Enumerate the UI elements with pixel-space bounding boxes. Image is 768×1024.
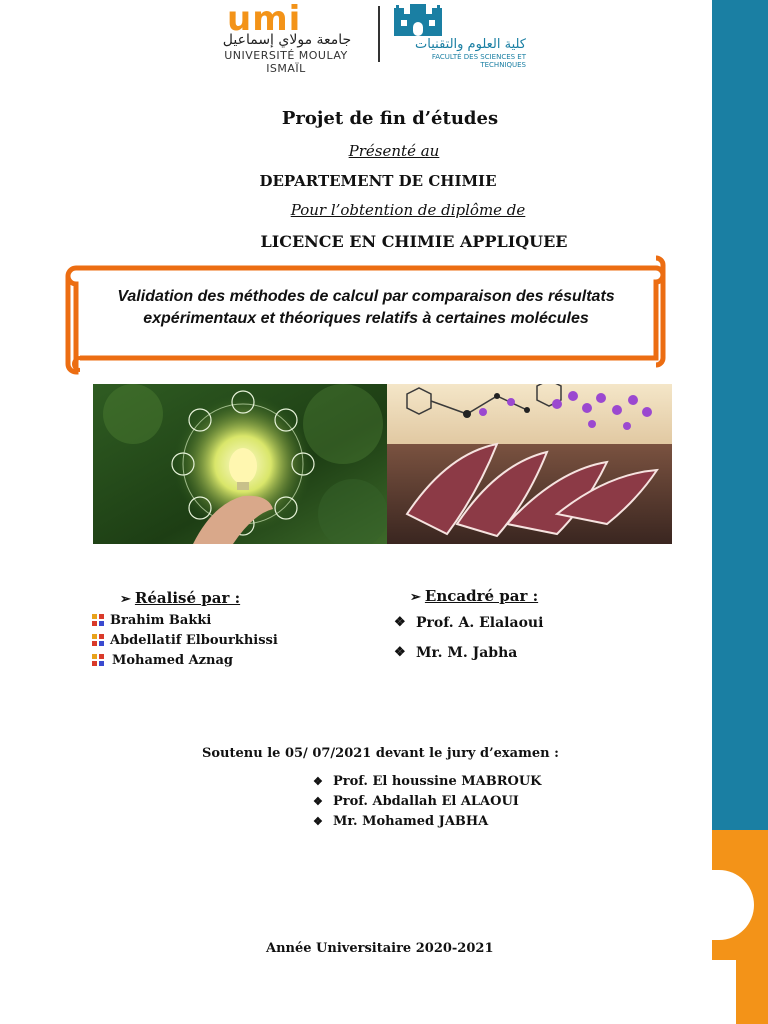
student-list xyxy=(92,610,278,670)
student-name: Brahim Bakki xyxy=(110,612,212,628)
four-diamond-bullet-icon: ❖ xyxy=(394,645,406,660)
four-diamond-bullet-icon: ❖ xyxy=(313,814,323,828)
four-diamond-bullet-icon: ❖ xyxy=(313,794,323,808)
umi-arabic-name: جامعة مولاي إسماعيل xyxy=(222,32,352,48)
fst-logo xyxy=(388,2,530,69)
logo-divider xyxy=(378,6,380,62)
arrowhead-bullet-icon: ➢ xyxy=(410,590,421,605)
green-energy-illustration xyxy=(93,384,387,544)
molecular-surface-photo xyxy=(387,384,672,544)
realise-heading xyxy=(120,589,240,607)
list-item xyxy=(313,771,541,791)
list-item xyxy=(394,615,543,645)
four-diamond-bullet-icon: ❖ xyxy=(394,615,406,630)
list-item xyxy=(313,791,541,811)
molecular-surface-illustration xyxy=(387,384,672,544)
fst-arabic-name: كلية العلوم والتقنيات xyxy=(415,37,526,52)
colored-plus-bullet-icon xyxy=(92,614,104,626)
colored-plus-bullet-icon xyxy=(92,654,104,666)
fst-latin-name: FACULTÉ DES SCIENCES ET TECHNIQUES xyxy=(431,53,526,69)
list-item xyxy=(92,650,278,670)
umi-logo xyxy=(205,0,367,75)
colored-plus-bullet-icon xyxy=(92,634,104,646)
fst-building-icon xyxy=(392,2,444,38)
jury-heading: Soutenu le 05/ 07/2021 devant le jury d’examen : xyxy=(202,746,559,761)
jury-member: Prof. Abdallah El ALAOUI xyxy=(333,793,519,809)
project-title: Projet de fin d’études xyxy=(281,108,499,129)
umi-logo-word: umi xyxy=(227,0,302,39)
department-name: DEPARTEMENT DE CHIMIE xyxy=(259,172,497,190)
list-item xyxy=(313,811,541,831)
green-energy-photo xyxy=(93,384,387,544)
realise-heading-label: Réalisé par : xyxy=(134,589,241,607)
obtention-line: Pour l’obtention de diplôme de xyxy=(290,201,526,219)
encadre-heading xyxy=(410,587,538,605)
academic-year: Année Universitaire 2020-2021 xyxy=(266,941,494,956)
list-item xyxy=(92,630,278,650)
jury-list xyxy=(313,771,541,831)
encadre-heading-label: Encadré par : xyxy=(424,587,539,605)
arrowhead-bullet-icon: ➢ xyxy=(120,592,131,607)
jury-member: Mr. Mohamed JABHA xyxy=(333,813,489,829)
supervisor-list xyxy=(394,615,543,675)
umi-latin-name: UNIVERSITÉ MOULAY ISMAÏL xyxy=(224,49,348,75)
student-name: Abdellatif Elbourkhissi xyxy=(110,632,278,648)
thesis-title: Validation des méthodes de calcul par comparaison des résultats expérimentaux et théoriques relatifs à certaines molécules xyxy=(117,288,615,327)
presented-to-line: Présenté au xyxy=(348,142,440,160)
jury-member: Prof. El houssine MABROUK xyxy=(333,773,542,789)
side-band-white-slot xyxy=(712,960,736,1024)
list-item xyxy=(92,610,278,630)
list-item xyxy=(394,645,543,675)
supervisor-name: Prof. A. Elalaoui xyxy=(416,615,544,631)
student-name: Mohamed Aznag xyxy=(112,652,234,668)
four-diamond-bullet-icon: ❖ xyxy=(313,774,323,788)
supervisor-name: Mr. M. Jabha xyxy=(416,645,518,661)
degree-name: LICENCE EN CHIMIE APPLIQUEE xyxy=(260,232,568,251)
thesis-title-scroll xyxy=(62,254,666,360)
